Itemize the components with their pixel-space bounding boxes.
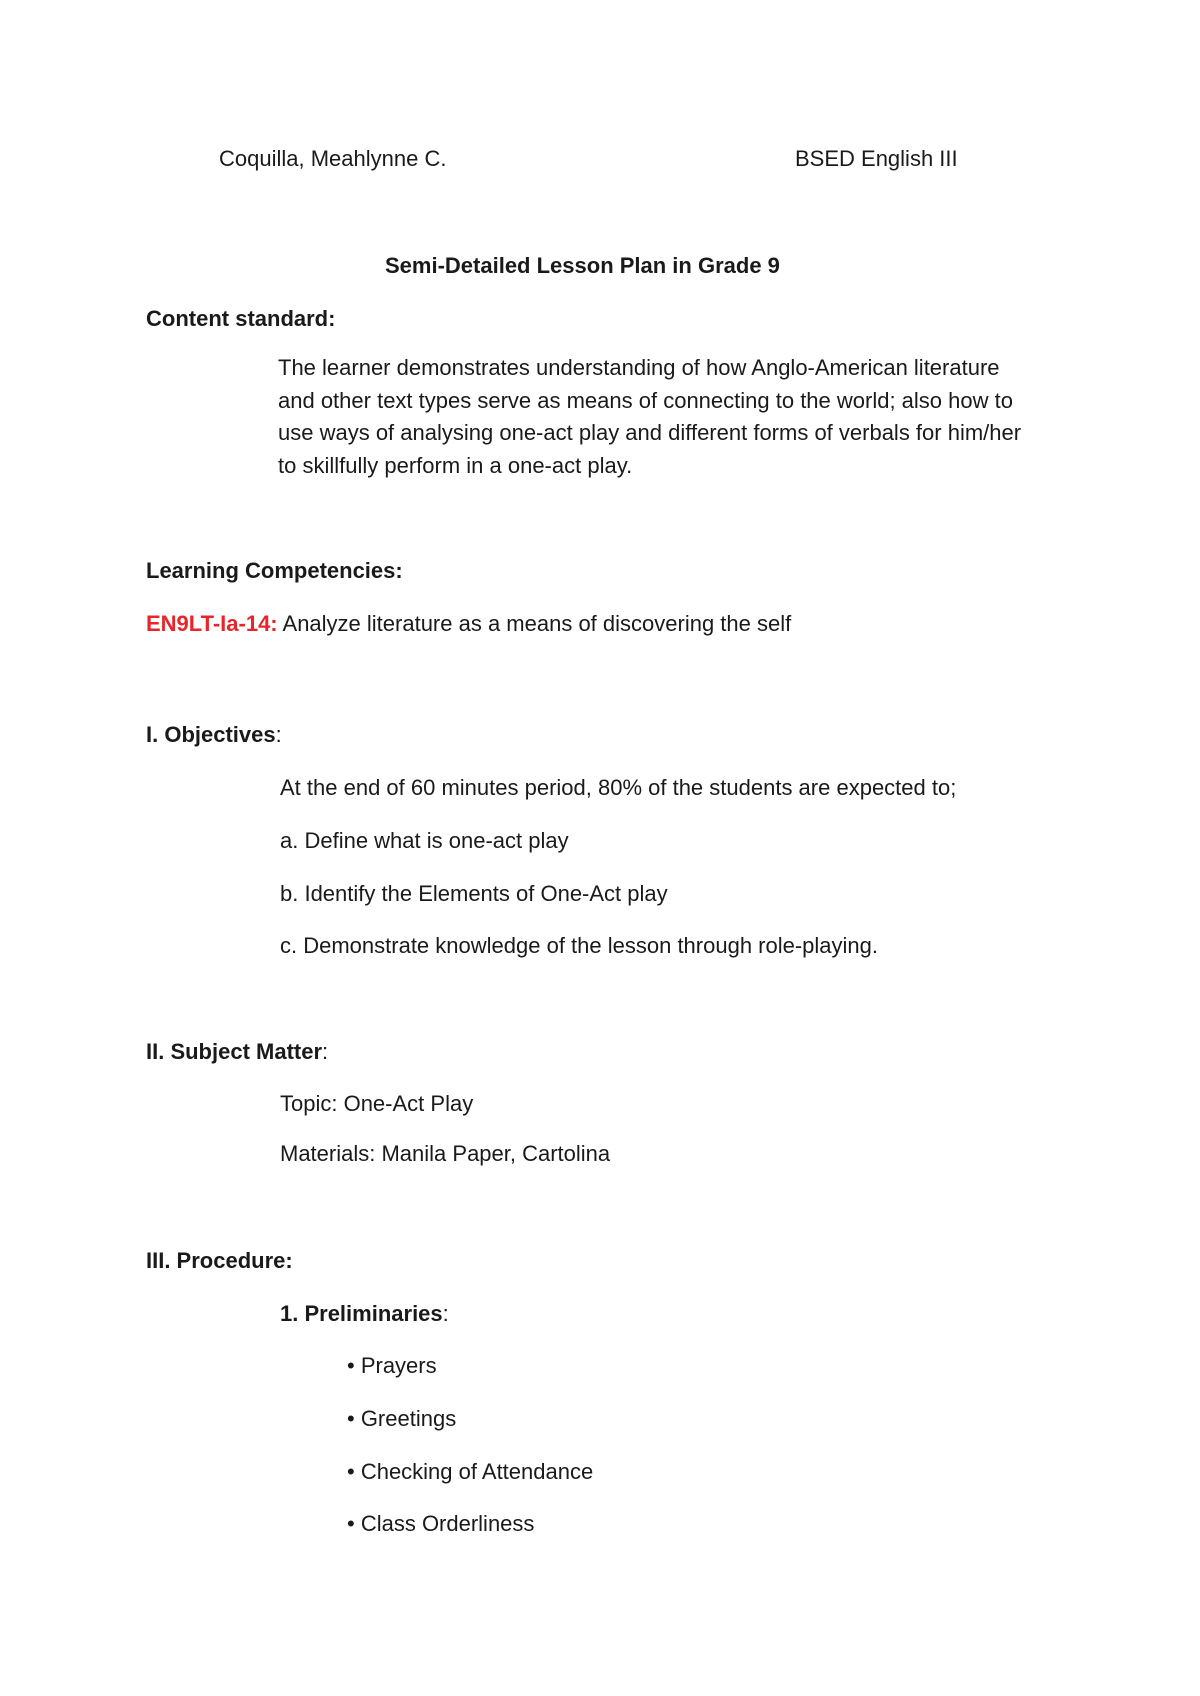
competency-text: Analyze literature as a means of discovering the self: [277, 611, 792, 636]
procedure-heading: III. Procedure:: [146, 1248, 293, 1273]
page-title: Semi-Detailed Lesson Plan in Grade 9: [385, 253, 780, 278]
list-item: • Checking of Attendance: [347, 1459, 594, 1484]
preliminaries-heading-line: [280, 1301, 449, 1327]
subject-materials: Materials: Manila Paper, Cartolina: [280, 1141, 611, 1166]
learning-competencies-heading: Learning Competencies:: [146, 558, 403, 583]
subject-matter-colon: :: [322, 1039, 329, 1064]
author-name: Coquilla, Meahlynne C.: [219, 146, 447, 171]
objective-item: c. Demonstrate knowledge of the lesson through role-playing.: [280, 933, 879, 958]
subject-matter-heading-line: [146, 1039, 328, 1065]
objective-item: a. Define what is one-act play: [280, 828, 569, 853]
course-label: BSED English III: [795, 146, 958, 171]
objectives-heading-line: [146, 722, 282, 748]
list-item: • Class Orderliness: [347, 1511, 535, 1536]
preliminaries-colon: :: [442, 1301, 449, 1326]
objectives-colon: :: [275, 722, 282, 747]
list-item: • Prayers: [347, 1353, 437, 1378]
objective-item: b. Identify the Elements of One-Act play: [280, 881, 668, 906]
competency-line: [146, 611, 791, 637]
preliminaries-heading: 1. Preliminaries: [280, 1301, 443, 1326]
subject-matter-heading: II. Subject Matter: [146, 1039, 323, 1064]
competency-code: EN9LT-Ia-14:: [146, 611, 278, 636]
subject-topic: Topic: One-Act Play: [280, 1091, 474, 1116]
list-item: • Greetings: [347, 1406, 457, 1431]
objectives-heading: I. Objectives: [146, 722, 276, 747]
objectives-intro: At the end of 60 minutes period, 80% of the students are expected to;: [280, 775, 957, 800]
content-standard-text: The learner demonstrates understanding of how Anglo-American literature and other text types serve as means of connecting to the world; also how to use ways of analysing one-act play and different forms of verbals for him/her to skillfully perform in a one-act play.: [278, 355, 1022, 478]
content-standard-heading: Content standard:: [146, 306, 336, 331]
